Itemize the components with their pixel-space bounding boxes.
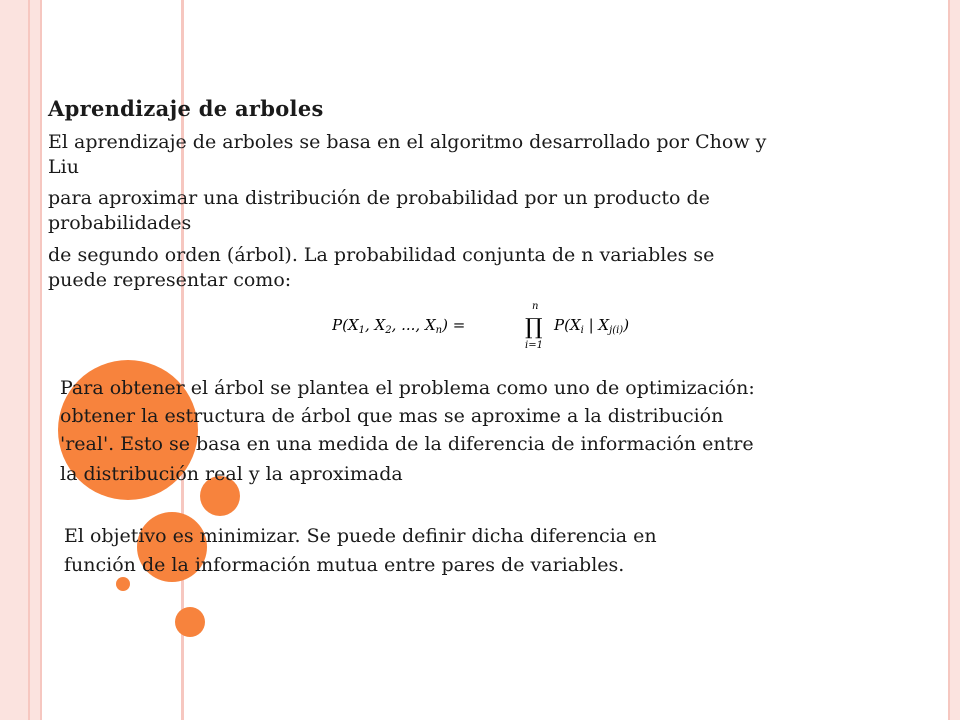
left-decorative-band [0, 0, 40, 720]
small-circle-2 [175, 607, 205, 637]
svg-text:∏: ∏ [525, 315, 543, 340]
vertical-line-2 [40, 0, 42, 720]
intro-line-6: puede representar como: [48, 269, 292, 291]
svg-text:P(X1, X2, ..., Xn) =: $P(X_1$, $X_2$, ..., $X_n$) = [332, 316, 466, 336]
intro-line-3: para aproximar una distribución de probabilidad por un producto de [48, 187, 710, 209]
intro-line-4: probabilidades [48, 212, 192, 234]
para3-line-1: El objetivo es minimizar. Se puede definir dicha diferencia en [64, 525, 657, 547]
tiny-circle [116, 577, 130, 591]
intro-line-2: Liu [48, 156, 79, 178]
slide-title: Aprendizaje de arboles [48, 96, 324, 121]
joint-probability-formula [332, 296, 722, 352]
para2-line-2: obtener la estructura de árbol que mas se aproxime a la distribución [60, 405, 724, 427]
vertical-line-4 [948, 0, 950, 720]
svg-text:n: n [532, 301, 539, 312]
para3-line-2: función de la información mutua entre pares de variables. [64, 554, 625, 576]
vertical-line-1 [28, 0, 30, 720]
intro-line-1: El aprendizaje de arboles se basa en el algoritmo desarrollado por Chow y [48, 131, 767, 153]
intro-line-5: de segundo orden (árbol). La probabilidad conjunta de n variables se [48, 244, 715, 266]
para2-line-4: la distribución real y la aproximada [60, 463, 403, 485]
para2-line-3: 'real'. Esto se basa en una medida de la diferencia de información entre [60, 433, 754, 455]
svg-text:i=1: i=1 [525, 340, 543, 351]
para2-line-1: Para obtener el árbol se plantea el problema como uno de optimización: [60, 377, 755, 399]
svg-text:P(Xi | Xj(i)): $P(X_i$ | $X_{j(i)}$) [554, 316, 630, 336]
